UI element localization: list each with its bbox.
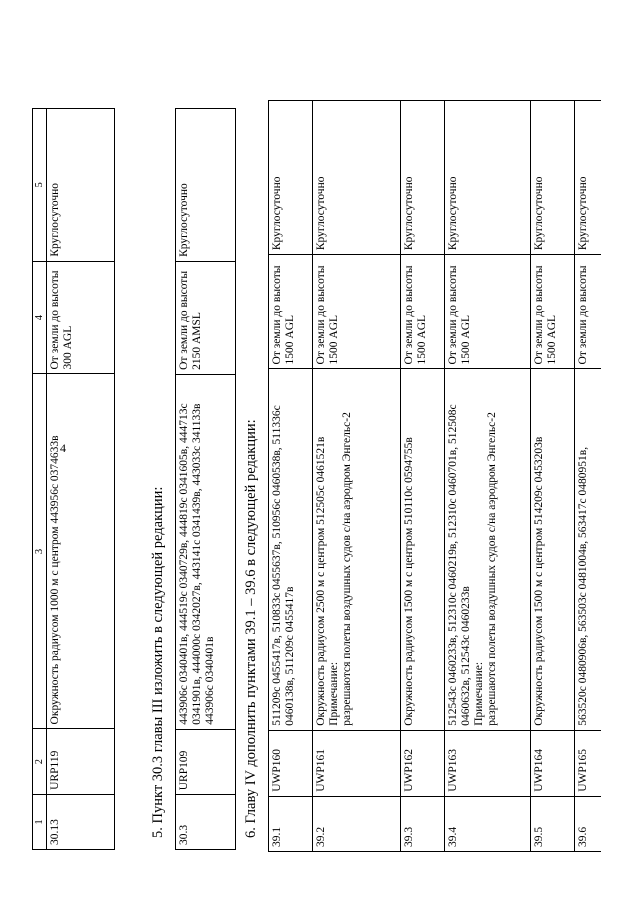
zone-code: URP119 <box>47 729 115 794</box>
table-row <box>176 109 236 850</box>
row-number: 39.6 <box>575 796 601 851</box>
zone-height: От земли до высоты 1500 AGL <box>531 255 575 369</box>
zone-area: 443906с 0340401в, 444519с 0340729в, 444819с 0341605в, 444713с 0341901в, 444000с 0342027в, 443141с 0341439в, 443033с 341133в 443906с 0340401в <box>176 374 236 729</box>
table-row <box>531 101 575 852</box>
zone-area-text: Окружность радиусом 2500 м с центром 512505с 0461521в <box>315 436 327 726</box>
header-cell-2: 2 <box>33 729 47 794</box>
zone-height: От земли до высоты 1500 AGL <box>401 255 445 369</box>
zone-time: Круглосуточно <box>269 101 313 255</box>
zone-time: Круглосуточно <box>47 109 115 262</box>
zone-area <box>445 369 531 730</box>
zone-height: От земли до высоты <box>575 255 601 369</box>
zone-area: Окружность радиусом 1500 м с центром 514209с 0453203в <box>531 369 575 730</box>
table-chapter-4 <box>268 100 601 852</box>
zone-time: Круглосуточно <box>575 101 601 255</box>
heading-item-5: 5. Пункт 30.3 главы III изложить в следующей редакции: <box>150 486 166 838</box>
zone-height: От земли до высоты 300 AGL <box>47 261 115 374</box>
zone-area <box>313 369 401 730</box>
table-row <box>47 109 115 850</box>
zone-time: Круглосуточно <box>176 109 236 262</box>
table-row <box>313 101 401 852</box>
row-number: 30.3 <box>176 795 236 850</box>
table-row <box>445 101 531 852</box>
row-number: 30.13 <box>47 794 115 849</box>
zone-area: Окружность радиусом 1000 м с центром 443956с 0374633в <box>47 374 115 729</box>
zone-time: Круглосуточно <box>445 101 531 255</box>
zone-code: UWP164 <box>531 730 575 796</box>
row-number: 39.1 <box>269 796 313 851</box>
row-number: 39.2 <box>313 796 401 851</box>
table-chapter-3-item-30-3 <box>175 108 236 850</box>
zone-code: UWP161 <box>313 730 401 796</box>
zone-height: От земли до высоты 1500 AGL <box>445 255 531 369</box>
row-number: 39.3 <box>401 796 445 851</box>
zone-code: UWP165 <box>575 730 601 796</box>
zone-code: URP109 <box>176 729 236 795</box>
zone-area-text: 512543с 0460233в, 512310с 0460219в, 512310с 0460701в, 512508с 0460632в, 512543с 0460233в <box>447 404 472 726</box>
zone-code: UWP163 <box>445 730 531 796</box>
zone-height: От земли до высоты 1500 AGL <box>313 255 401 369</box>
table-row <box>269 101 313 852</box>
zone-area: Окружность радиусом 1500 м с центром 510110с 0594755в <box>401 369 445 730</box>
zone-code: UWP162 <box>401 730 445 796</box>
zone-time: Круглосуточно <box>313 101 401 255</box>
table-header-row <box>33 109 47 850</box>
zone-time: Круглосуточно <box>531 101 575 255</box>
zone-time: Круглосуточно <box>401 101 445 255</box>
heading-item-6: 6. Главу IV дополнить пунктами 39.1 – 39.6 в следующей редакции: <box>243 419 259 838</box>
header-cell-1: 1 <box>33 794 47 849</box>
rotated-page-content <box>20 35 620 880</box>
row-number: 39.5 <box>531 796 575 851</box>
zone-note: Примечание: разрешаются полеты воздушных судов с/на аэродром Энгельс-2 <box>328 412 353 726</box>
table-row <box>401 101 445 852</box>
header-cell-3: 3 <box>33 374 47 729</box>
zone-code: UWP160 <box>269 730 313 796</box>
zone-note: Примечание: разрешаются полеты воздушных судов с/на аэродром Энгельс-2 <box>473 412 498 726</box>
table-chapter-3-top <box>32 108 115 850</box>
zone-area: 563520с 0480906в, 563503с 0481004в, 563417с 0480951в, <box>575 369 601 730</box>
header-cell-4: 4 <box>33 261 47 374</box>
header-cell-5: 5 <box>33 109 47 262</box>
page-number: 4 <box>60 441 66 455</box>
table-row <box>575 101 601 852</box>
zone-area: 511209с 0455417в, 510833с 0455637в, 510956с 0460538в, 511336с 0460138в, 511209с 0455417в <box>269 369 313 730</box>
zone-height: От земли до высоты 2150 AMSL <box>176 261 236 374</box>
row-number: 39.4 <box>445 796 531 851</box>
zone-height: От земли до высоты 1500 AGL <box>269 255 313 369</box>
